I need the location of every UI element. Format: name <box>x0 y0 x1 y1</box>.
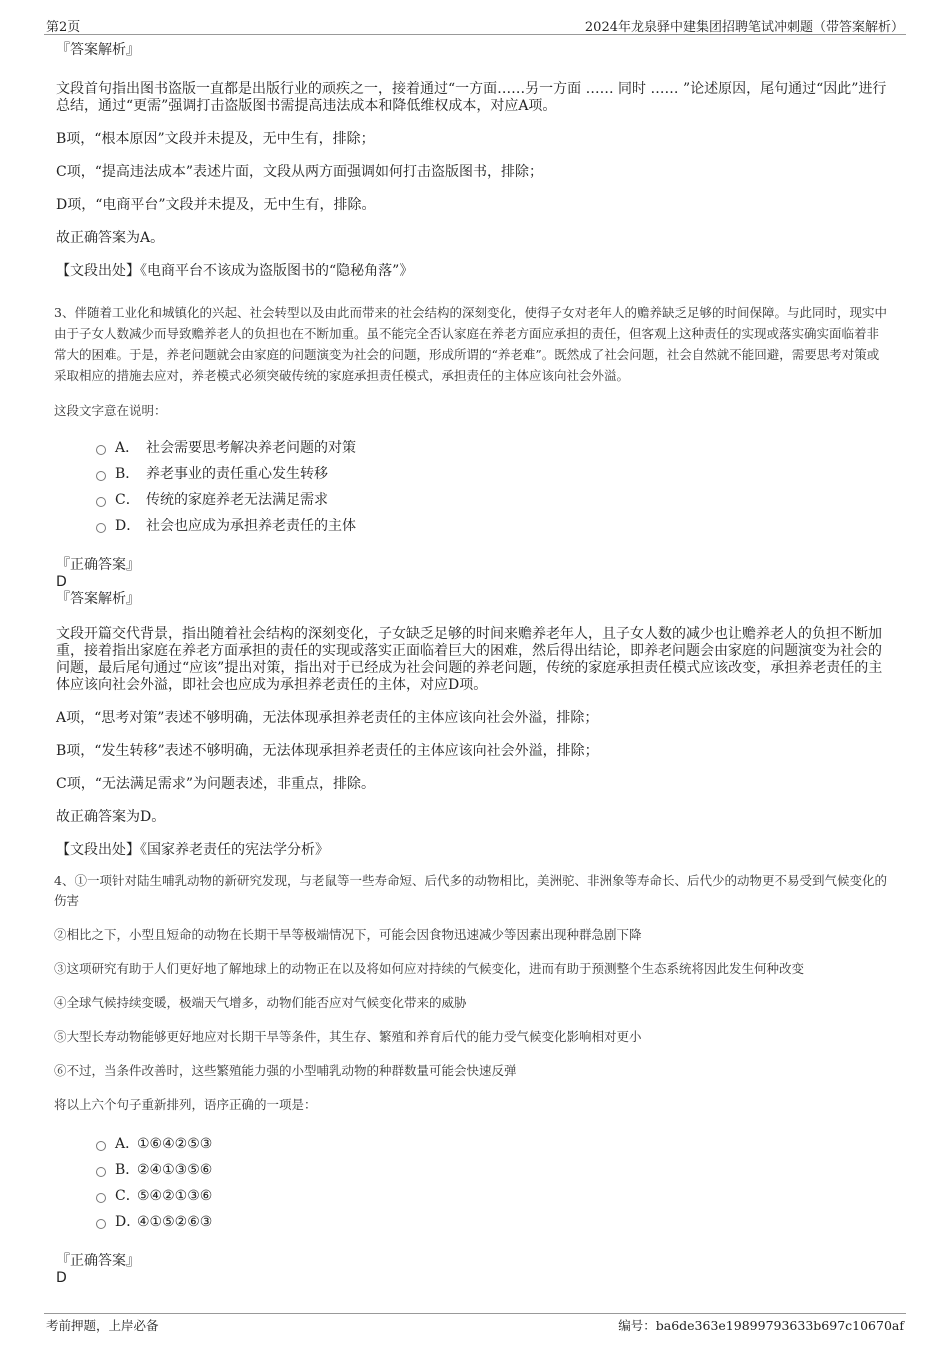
q4-option-a[interactable]: A．①⑥④②⑤③ <box>96 1131 888 1157</box>
q3-analysis-para: A项，“思考对策”表述不够明确，无法体现承担养老责任的主体应该向社会外溢，排除； <box>56 710 599 726</box>
radio-icon[interactable] <box>96 471 106 481</box>
q4-options <box>96 1131 888 1235</box>
q4-option-b[interactable]: B．②④①③⑤⑥ <box>96 1157 888 1183</box>
document-title: 2024年龙泉驿中建集团招聘笔试冲刺题（带答案解析） <box>584 20 904 35</box>
q2-analysis-para: C项，“提高违法成本”表述片面，文段从两方面强调如何打击盗版图书，排除； <box>56 164 544 180</box>
q3-analysis-para: 故正确答案为D。 <box>56 809 166 825</box>
q2-analysis-para: D项，“电商平台”文段并未提及，无中生有，排除。 <box>56 197 376 213</box>
document-id: 编号：ba6de363e19899793633b697c10670af <box>618 1318 904 1333</box>
q3-stem: 3、伴随着工业化和城镇化的兴起、社会转型以及由此而带来的社会结构的深刻变化，使得子女对老年人的赡养缺乏足够的时间保障。与此同时，现实中由于子女人数减少而导致赡养老人的负担也在不断加重。虽不能完全否认家庭在养老方面应承担的责任，但客观上这种责任的实现或落实确实面临着非常大的困难。于是，养老问题就会由家庭的问题演变为社会的问题，形成所谓的“养老难”。既然成了社会问题，社会自然就不能回避，需要思考对策或采取相应的措施去应对，养老模式必须突破传统的家庭承担责任模式，承担责任的主体应该向社会外溢。 <box>54 305 887 383</box>
q3-option-c[interactable]: C． 传统的家庭养老无法满足需求 <box>96 487 888 513</box>
q3-option-b[interactable]: B． 养老事业的责任重心发生转移 <box>96 461 888 487</box>
q3-option-d[interactable]: D． 社会也应成为承担养老责任的主体 <box>96 513 888 539</box>
radio-icon[interactable] <box>96 1141 106 1151</box>
q4-sentence: ⑤大型长寿动物能够更好地应对长期干旱等条件，其生存、繁殖和养育后代的能力受气候变化影响相对更小 <box>54 1029 642 1044</box>
q2-analysis-para: B项，“根本原因”文段并未提及，无中生有，排除； <box>56 131 375 147</box>
radio-icon[interactable] <box>96 445 106 455</box>
q2-analysis-para: 故正确答案为A。 <box>56 230 165 246</box>
q3-prompt: 这段文字意在说明： <box>54 403 167 418</box>
page-number: 第2页 <box>46 20 81 35</box>
page-footer <box>44 1313 906 1336</box>
q3-analysis-title: 『答案解析』 <box>56 591 140 607</box>
q2-analysis-title: 『答案解析』 <box>56 42 140 58</box>
q4-prompt: 将以上六个句子重新排列，语序正确的一项是： <box>54 1097 317 1112</box>
radio-icon[interactable] <box>96 1167 106 1177</box>
q4-sentence: ②相比之下，小型且短命的动物在长期干旱等极端情况下，可能会因食物迅速减少等因素出现种群急剧下降 <box>54 927 642 942</box>
footer-slogan: 考前押题，上岸必备 <box>46 1318 159 1333</box>
page-header <box>44 14 906 35</box>
q4-option-d[interactable]: D．④①⑤②⑥③ <box>96 1209 888 1235</box>
q4-option-c[interactable]: C．⑤④②①③⑥ <box>96 1183 888 1209</box>
q4-sentence: ③这项研究有助于人们更好地了解地球上的动物正在以及将如何应对持续的气候变化，进而有助于预测整个生态系统将因此发生何种改变 <box>54 961 805 976</box>
radio-icon[interactable] <box>96 1193 106 1203</box>
q3-option-a[interactable]: A． 社会需要思考解决养老问题的对策 <box>96 435 888 461</box>
q4-answer: D <box>56 1270 67 1286</box>
q4-sentence: ⑥不过，当条件改善时，这些繁殖能力强的小型哺乳动物的种群数量可能会快速反弹 <box>54 1063 517 1078</box>
q4-answer-title: 『正确答案』 <box>56 1253 140 1269</box>
q3-analysis-para: C项，“无法满足需求”为问题表述，非重点，排除。 <box>56 776 376 792</box>
radio-icon[interactable] <box>96 497 106 507</box>
q3-answer: D <box>56 574 67 590</box>
q2-analysis-para: 文段首句指出图书盗版一直都是出版行业的顽疾之一，接着通过“一方面……另一方面 …… 同时 …… ”论述原因，尾句通过“因此”进行总结，通过“更需”强调打击盗版图书需提高违法成本和降低维权成本，对应A项。 <box>56 81 887 114</box>
radio-icon[interactable] <box>96 523 106 533</box>
q3-options <box>96 435 888 539</box>
document-body <box>56 42 888 1287</box>
radio-icon[interactable] <box>96 1219 106 1229</box>
q4-sentence: ④全球气候持续变暖，极端天气增多，动物们能否应对气候变化带来的威胁 <box>54 995 467 1010</box>
q3-analysis-para: 文段开篇交代背景，指出随着社会结构的深刻变化，子女缺乏足够的时间来赡养老年人，且子女人数的减少也让赡养老人的负担不断加重，接着指出家庭在养老方面承担的责任的实现或落实正面临着巨大的困难，然后得出结论，即养老问题会由家庭的问题演变为社会的问题，最后尾句通过“应该”提出对策，指出对于已经成为社会问题的养老问题，传统的家庭承担责任模式应该改变，承担养老责任的主体应该向社会外溢，即社会也应成为承担养老责任的主体，对应D项。 <box>56 626 883 693</box>
q3-source: 【文段出处】《国家养老责任的宪法学分析》 <box>56 842 329 858</box>
q3-analysis-para: B项，“发生转移”表述不够明确，无法体现承担养老责任的主体应该向社会外溢，排除； <box>56 743 599 759</box>
q2-source: 【文段出处】《电商平台不该成为盗版图书的“隐秘角落”》 <box>56 263 414 279</box>
q3-answer-title: 『正确答案』 <box>56 557 140 573</box>
q4-sentence: 4、①一项针对陆生哺乳动物的新研究发现，与老鼠等一些寿命短、后代多的动物相比，美洲驼、非洲象等寿命长、后代少的动物更不易受到气候变化的伤害 <box>54 873 887 908</box>
